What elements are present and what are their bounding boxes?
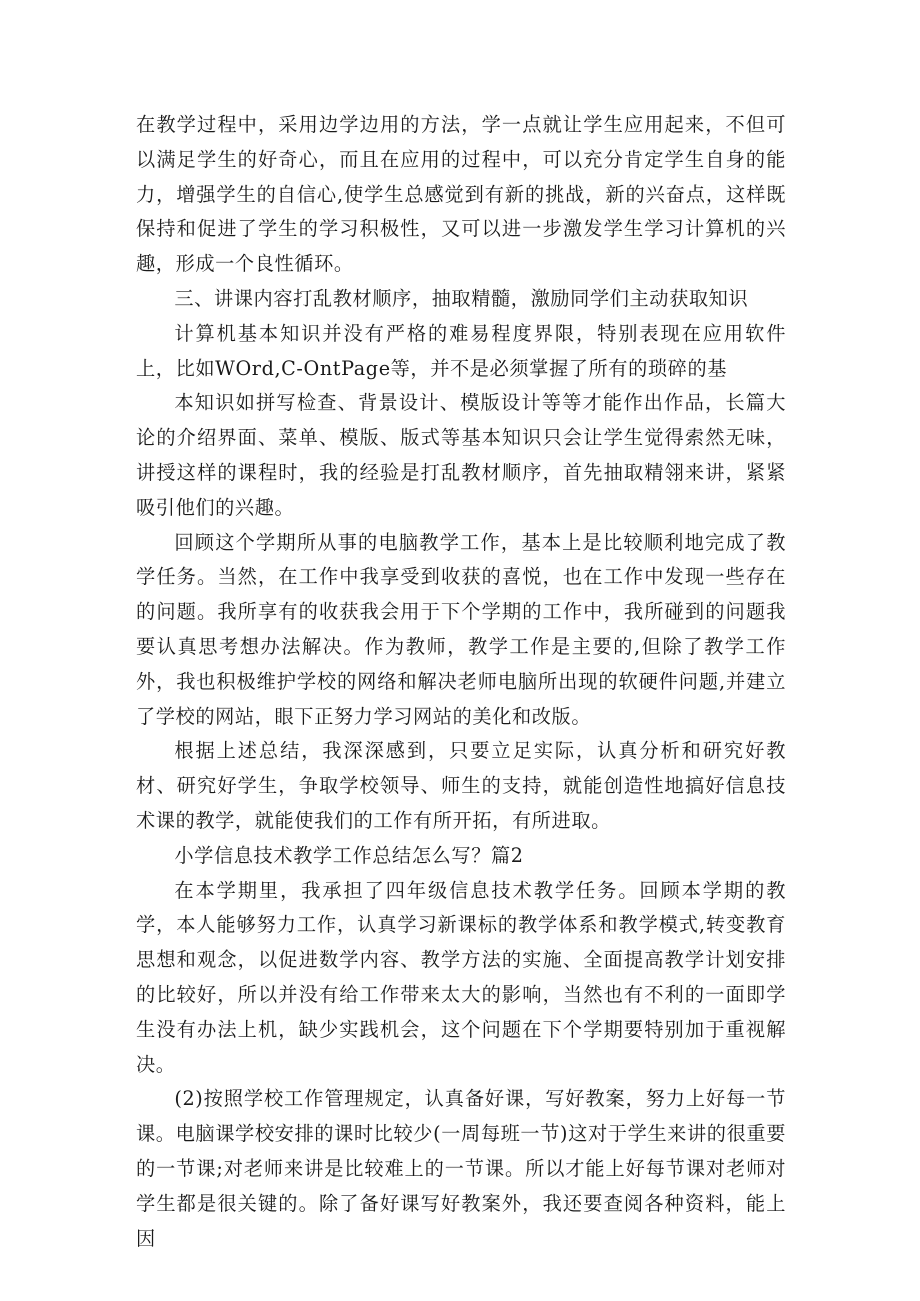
document-body: [136, 108, 786, 1256]
paragraph: 根据上述总结，我深深感到，只要立足实际，认真分析和研究好教材、研究好学生，争取学校领导、师生的支持，就能创造性地搞好信息技术课的教学，就能使我们的工作有所开拓，有所进取。: [136, 739, 786, 832]
paragraph: 计算机基本知识并没有严格的难易程度界限，特别表现在应用软件上，比如WOrd,C-OntPage等，并不是必须掌握了所有的琐碎的基: [136, 321, 786, 380]
paragraph: 回顾这个学期所从事的电脑教学工作，基本上是比较顺利地完成了教学任务。当然，在工作中我享受到收获的喜悦，也在工作中发现一些存在的问题。我所享有的收获我会用于下个学期的工作中，我所碰到的问题我要认真思考想办法解决。作为教师，教学工作是主要的,但除了教学工作外，我也积极维护学校的网络和解决老师电脑所出现的软硬件问题,并建立了学校的网站，眼下正努力学习网站的美化和改版。: [136, 530, 786, 728]
paragraph: 在教学过程中，采用边学边用的方法，学一点就让学生应用起来，不但可以满足学生的好奇心，而且在应用的过程中，可以充分肯定学生自身的能力，增强学生的自信心,使学生总感觉到有新的挑战，新的兴奋点，这样既保持和促进了学生的学习积极性，又可以进一步激发学生学习计算机的兴趣，形成一个良性循环。: [136, 113, 786, 276]
paragraph: (2)按照学校工作管理规定，认真备好课，写好教案，努力上好每一节课。电脑课学校安排的课时比较少(一周每班一节)这对于学生来讲的很重要的一节课;对老师来讲是比较难上的一节课。所以才能上好每节课对老师对学生都是很关键的。除了备好课写好教案外，我还要查阅各种资料，能上因: [136, 1087, 786, 1250]
section-heading: 三、讲课内容打乱教材顺序，抽取精髓，激励同学们主动获取知识: [174, 286, 749, 310]
article-title: 小学信息技术教学工作总结怎么写？篇2: [174, 843, 524, 867]
paragraph: 在本学期里，我承担了四年级信息技术教学任务。回顾本学期的教学，本人能够努力工作，认真学习新课标的教学体系和教学模式,转变教育思想和观念，以促进数学内容、教学方法的实施、全面提高教学计划安排的比较好，所以并没有给工作带来太大的影响，当然也有不利的一面即学生没有办法上机，缺少实践机会，这个问题在下个学期要特别加于重视解决。: [136, 878, 786, 1076]
paragraph: 本知识如拼写检查、背景设计、模版设计等等才能作出作品，长篇大论的介绍界面、菜单、模版、版式等基本知识只会让学生觉得索然无味，讲授这样的课程时，我的经验是打乱教材顺序，首先抽取精翎来讲，紧紧吸引他们的兴趣。: [136, 391, 786, 519]
